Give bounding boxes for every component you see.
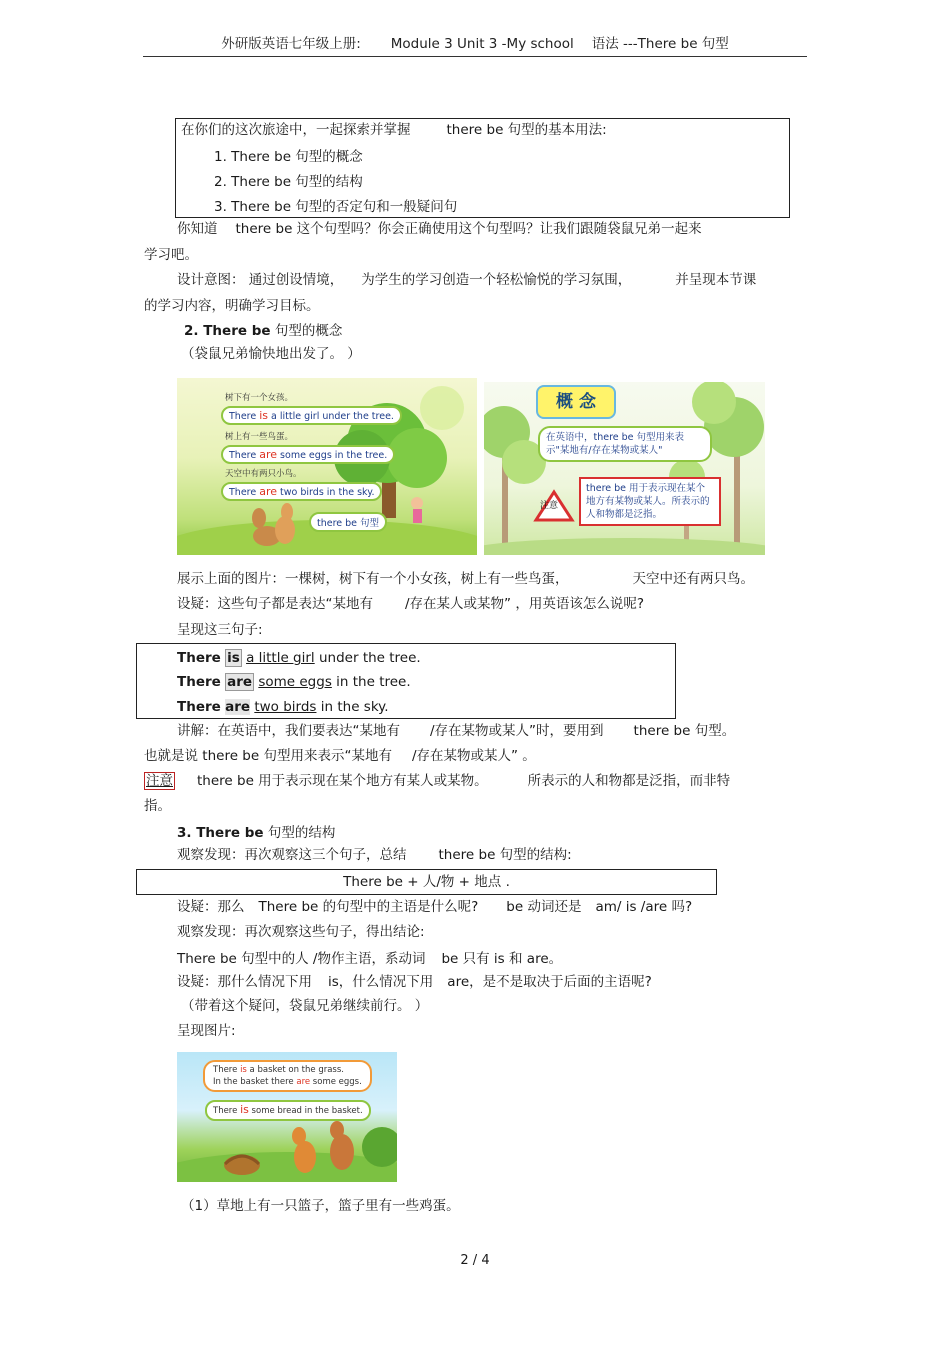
sentence-1: There is a little girl under the tree.: [177, 650, 421, 666]
verb-are: are: [227, 674, 253, 690]
basket-scene-image: [177, 1052, 397, 1182]
concept-definition: 在英语中，there be 句型用来表示"某地有/存在某物或某人": [538, 426, 712, 462]
header-right: 语法 ---There be 句型: [591, 36, 729, 52]
verb-is: is: [227, 650, 240, 666]
para4-line-3: 注意 there be 用于表示现在某个地方有某人或某物。 所表示的人和物都是泛指，而非特: [146, 773, 731, 789]
concept-note: there be 用于表示现在某个地方有某物或某人。所表示的人和物都是泛指。: [579, 477, 721, 526]
para3-line-2: 设疑：这些句子都是表达“某地有 /存在某人或某物” ，用英语该怎么说呢?: [177, 596, 644, 612]
page-header: [0, 34, 950, 54]
para2-line-1: 设计意图： 通过创设情境， 为学生的学习创造一个轻松愉悦的学习氛围， 并呈现本节课: [177, 272, 757, 288]
basket-caption: （1）草地上有一只篮子，篮子里有一些鸡蛋。: [181, 1198, 460, 1214]
concept-image: [484, 382, 765, 555]
observe-line-1: 观察发现：再次观察这三个句子，总结 there be 句型的结构:: [177, 847, 572, 863]
header-rule: [143, 56, 807, 57]
para1-line-1: 你知道 there be 这个句型吗？你会正确使用这个句型吗？让我们跟随袋鼠兄弟一起来: [177, 221, 702, 237]
subject-birds: two birds: [254, 699, 317, 715]
header-left: 外研版英语七年级上册:: [221, 36, 361, 52]
question-line-2: 设疑：那什么情况下用 is，什么情况下用 are，是不是取决于后面的主语呢?: [177, 974, 652, 990]
para4-line-2: 也就是说 there be 句型用来表示“某地有 /存在某物或某人” 。: [144, 748, 536, 764]
subject-girl: a little girl: [246, 650, 315, 666]
verb-are: are: [225, 699, 251, 715]
section2-heading: 2. There be 句型的概念: [184, 323, 343, 339]
section3-heading: 3. There be 句型的结构: [177, 825, 336, 841]
there-be-tag: there be 句型: [309, 512, 387, 532]
intro-line-1: 在你们的这次旅途中，一起探索并掌握 there be 句型的基本用法:: [181, 122, 607, 138]
para4-line-4: 指。: [144, 798, 171, 814]
conclusion-line: There be 句型中的人 /物作主语，系动词 be 只有 is 和 are。: [177, 951, 563, 967]
subject-eggs: some eggs: [258, 674, 332, 690]
section2-note: （袋鼠兄弟愉快地出发了。 ）: [181, 346, 361, 362]
tree-scene-image: [177, 378, 477, 555]
forest-illustration: [484, 382, 765, 555]
para3-line-3: 呈现这三句子:: [177, 622, 263, 638]
intro-item-3: 3. There be 句型的否定句和一般疑问句: [214, 199, 458, 215]
formula: There be + 人/物 + 地点 .: [343, 874, 510, 890]
intro-item-2: 2. There be 句型的结构: [214, 174, 363, 190]
header-middle: Module 3 Unit 3 -My school: [390, 36, 574, 52]
para2-line-2: 的学习内容，明确学习目标。: [144, 298, 320, 314]
sentence-bubble-2: There are some eggs in the tree.: [221, 445, 395, 464]
caption-eggs: 树上有一些鸟蛋。: [225, 432, 294, 442]
basket-bubble-1: There is a basket on the grass. In the basket there are some eggs.: [203, 1060, 372, 1092]
concept-title: 概 念: [536, 385, 616, 419]
observe-line-2: 观察发现：再次观察这些句子，得出结论:: [177, 924, 425, 940]
sentence-3: There are two birds in the sky.: [177, 699, 389, 715]
page-number: 2 / 4: [460, 1253, 490, 1268]
sentence-bubble-1: There is a little girl under the tree.: [221, 406, 402, 425]
question-line-1: 设疑：那么 There be 的句型中的主语是什么呢? be 动词还是 am/ is /are 吗?: [177, 899, 693, 915]
basket-bubble-2: There is some bread in the basket.: [205, 1100, 371, 1121]
para4-line-1: 讲解：在英语中，我们要表达“某地有 /存在某物或某人”时，要用到 there be 句型。: [177, 723, 736, 739]
para1-line-2: 学习吧。: [144, 247, 198, 263]
caption-girl: 树下有一个女孩。: [225, 393, 294, 403]
section3-note: （带着这个疑问，袋鼠兄弟继续前行。 ）: [181, 998, 429, 1014]
para3-line-1: 展示上面的图片：一棵树，树下有一个小女孩，树上有一些鸟蛋， 天空中还有两只鸟。: [177, 571, 754, 587]
sentence-2: There are some eggs in the tree.: [177, 674, 411, 690]
warning-label: 注意: [540, 501, 559, 511]
note-label: 注意: [146, 773, 173, 789]
caption-birds: 天空中有两只小鸟。: [225, 469, 302, 479]
sentence-bubble-3: There are two birds in the sky.: [221, 482, 382, 501]
show-picture-line: 呈现图片:: [177, 1023, 236, 1039]
intro-item-1: 1. There be 句型的概念: [214, 149, 363, 165]
